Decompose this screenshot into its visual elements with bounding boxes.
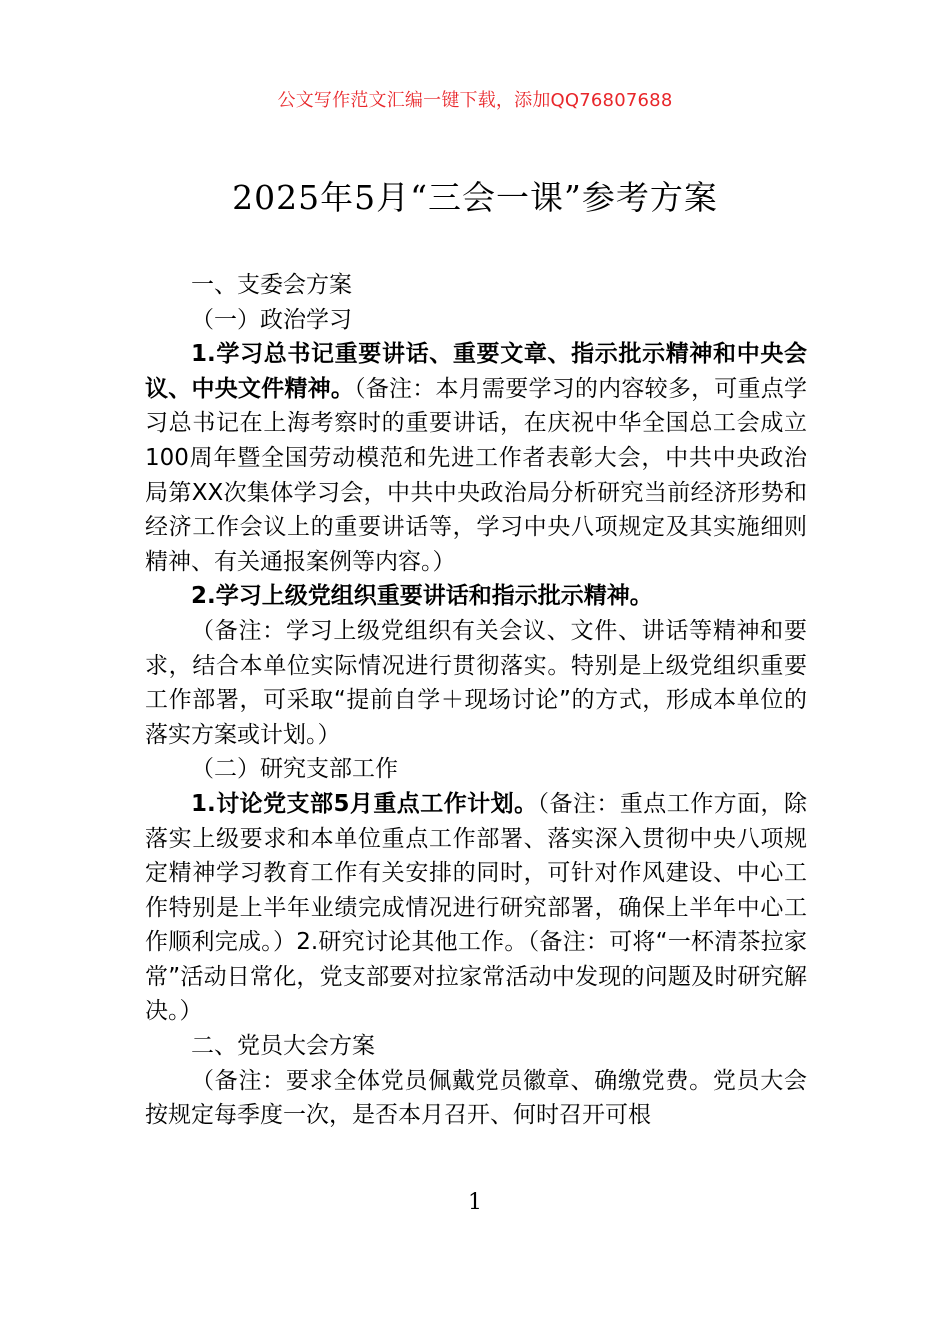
document-body [145, 268, 807, 1133]
section1-heading: 一、支委会方案 [191, 272, 352, 298]
item2-heading: 2.学习上级党组织重要讲话和指示批示精神。 [191, 583, 653, 610]
item1-bold-text: 1.学习总书记重要讲话、重要文章、指示批示精神和中央会议、中央文件精神。 [145, 341, 807, 402]
item2-note: （备注：学习上级党组织有关会议、文件、讲话等精神和要求，结合本单位实际情况进行贯彻落实。特别是上级党组织重要工作部署，可采取“提前自学＋现场讨论”的方式，形成本单位的落实方案或计划。） [145, 617, 807, 748]
item1-paragraph [145, 337, 807, 579]
item3-note: （备注：重点工作方面，除落实上级要求和本单位重点工作部署、落实深入贯彻中央八项规定精神学习教育工作有关安排的同时，可针对作风建设、中心工作特别是上半年业绩完成情况进行研究部署，确保上半年中心工作顺利完成。）2.研究讨论其他工作。（备注：可将“一杯清茶拉家常”活动日常化，党支部要对拉家常活动中发现的问题及时研究解决。） [145, 790, 808, 1025]
page-number: 1 [468, 1190, 482, 1215]
page-title: 2025年5月“三会一课”参考方案 [232, 178, 718, 217]
section2-note: （备注：要求全体党员佩戴党员徽章、确缴党费。党员大会按规定每季度一次，是否本月召开、何时召开可根 [145, 1067, 807, 1129]
item3-bold-text: 1.讨论党支部5月重点工作计划。 [191, 790, 538, 817]
item1-note: （备注：本月需要学习的内容较多，可重点学习总书记在上海考察时的重要讲话，在庆祝中华全国总工会成立100周年暨全国劳动模范和先进工作者表彰大会，中共中央政治局第XX次集体学习会，中共中央政治局分析研究当前经济形势和经济工作会议上的重要讲话等，学习中央八项规定及其实施细则精神、有关通报案例等内容。） [145, 375, 808, 575]
sub1-heading: （一）政治学习 [191, 306, 352, 333]
item3-paragraph [145, 787, 807, 1029]
section2-heading: 二、党员大会方案 [191, 1033, 375, 1060]
sub2-heading: （二）研究支部工作 [191, 756, 398, 783]
download-watermark: 公文写作范文汇编一键下载，添加QQ76807688 [277, 90, 673, 111]
